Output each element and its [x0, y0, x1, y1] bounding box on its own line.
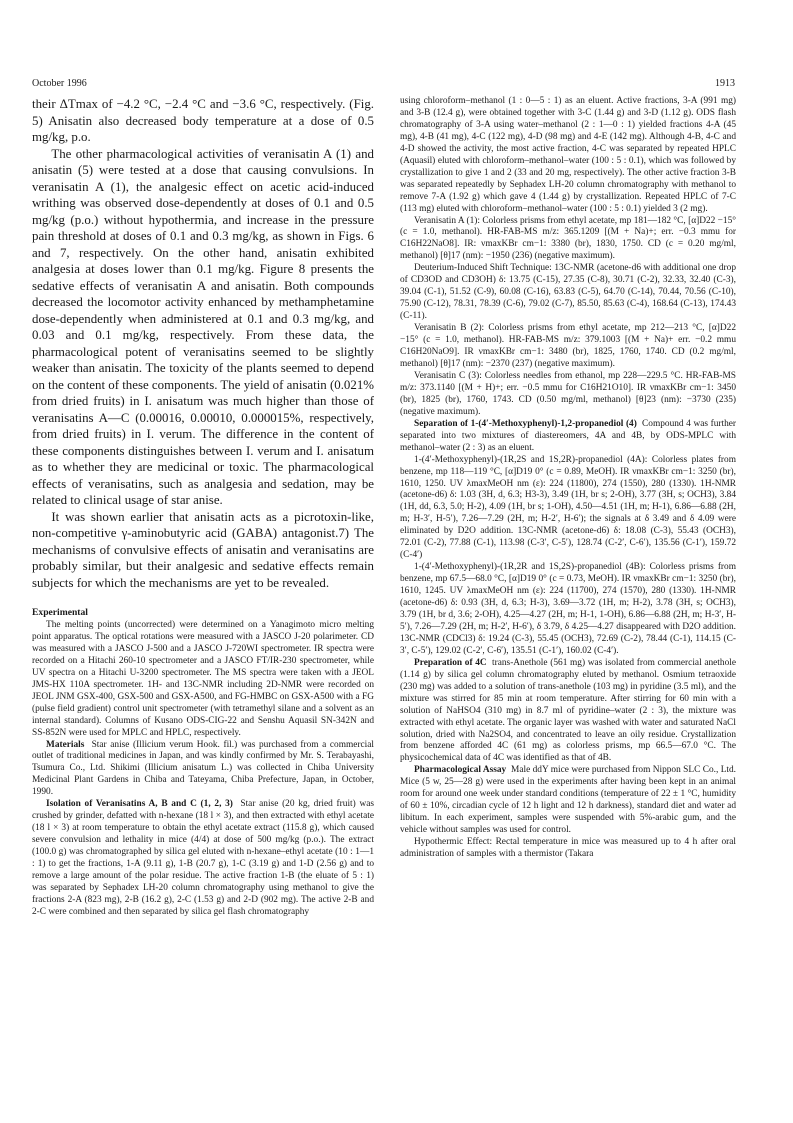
pharmacology-run-in-heading: Pharmacological Assay	[414, 765, 507, 776]
experimental-paragraph: The melting points (uncorrected) were determined on a Yanagimoto micro melting point apparatus. The optical rotations were measured with a JASCO J-20 polarimeter. CD was measured with a JASCO J-500 and a JASCO J-720WI spectrometer. IR spectra were recorded on a Hitachi 260-10 spectrometer and a JASCO FT/IR-230 spectrometer, while UV spectra on a Hitachi U-3200 spectrometer. The MS spectra were taken with a JEOL JMS-HX 110A spectrometer. 1H- and 13C-NMR including 2D-NMR were recorded on JEOL JNM GSX-400, GSX-500 and GSX-A500, and FG-HMBC on GSX-A500 with a FG (pulse field gradient) control unit spectrometer (with tetramethyl silane and a solvent as an internal standard). Columns of Kusano ODS-CIG-22 and Senshu Aquasil SN-342N and SS-852N were used for MPLC and HPLC, respectively.	[32, 620, 374, 738]
running-header-date: October 1996	[32, 78, 87, 89]
isolation-run-in-heading: Isolation of Veranisatins A, B and C (1, 2, 3)	[46, 799, 233, 810]
isolation-paragraph	[32, 799, 374, 919]
body-paragraph: their ΔTmax of −4.2 °C, −2.4 °C and −3.6 °C, respectively. (Fig. 5) Anisatin also decreased body temperature at a dose of 0.5 mg/kg, p.o.	[32, 97, 374, 144]
compound-data-veranisatin-a: Veranisatin A (1): Colorless prisms from ethyl acetate, mp 181—182 °C, [α]D22 −15° (c = 1.0, methanol). HR-FAB-MS m/z: 365.1209 [(M + Na)+; err. −0.3 mmu for C16H22NaO8]. IR: νmaxKBr cm−1: 3380 (br), 1830, 1750. CD (c = 0.20 mg/ml, methanol) [θ]17 (nm): −1950 (236) (negative maximum).	[400, 215, 736, 262]
body-paragraph: The other pharmacological activities of veranisatin A (1) and anisatin (5) were tested at a dose that causing convulsions. In veranisatin A (1), the analgesic effect on acetic acid-induced writhing was observed dose-dependently at doses of 0.1 and 0.5 mg/kg (p.o.) without hypothermia, and increase in the pressure pain threshold at doses of 0.1 and 0.3 mg/kg, as shown in Figs. 6 and 7, respectively. On the other hand, anisatin exhibited analgesia at doses lower than 0.1 mg/kg. Figure 8 presents the sedative effects of veranisatin A and anisatin. Both compounds decreased the locomotor activity enhanced by methamphetamine dose-dependently when administered at 0.1 and 0.3 mg/kg, and 0.03 and 0.1 mg/kg, respectively. From these data, the pharmacological potent of veranisatins seemed to be slightly weaker than anisatin. The toxicity of the plants seemed to depend on the content of these components. The yield of anisatin (0.021% from dried fruits) in I. anisatum was much higher than those of veranisatins A—C (0.00016, 0.00010, 0.000015%, respectively, from dried fruits) in I. verum. The difference in the content of these components distinguishes between I. verum and I. anisatum as to whether they are medicinal or toxic. The pharmacological effects of veranisatins, such as analgesia and sedation, may be related to clinical usage of star anise.	[32, 146, 374, 507]
right-column	[400, 96, 736, 861]
compound-data-veranisatin-c: Veranisatin C (3): Colorless needles from ethanol, mp 228—229.5 °C. HR-FAB-MS m/z: 373.1140 [(M + H)+; err. −0.5 mmu for C16H21O10]. IR νmaxKBr cm−1: 3450 (br), 1825 (br), 1760, 1743. CD (0.50 mg/ml, methanol) [θ]23 (nm): −3730 (235) (negative maximum).	[400, 370, 736, 417]
materials-text: Star anise (Illicium verum Hook. fil.) was purchased from a commercial outlet of traditional medicines in Japan, and was kindly confirmed by Mr. S. Terabayashi, Tsumura Co., Ltd. Shikimi (Illicium anisatum L.) was collected in Chiba University Medicinal Plant Gardens in Chiba and Tateyama, Chiba Prefecture, Japan, in October, 1990.	[32, 739, 374, 798]
body-paragraph: using chloroform–methanol (1 : 0—5 : 1) as an eluent. Active fractions, 3-A (991 mg) and 3-B (12.4 g), were obtained together with 3-C (1.44 g) and 3-D (1.12 g). ODS flash chromatography of 3-A using water–methanol (2 : 1—0 : 1) yielded fractions 4-A (45 mg), 4-B (41 mg), 4-C (122 mg), 4-D (98 mg) and 4-E (142 mg). Although 4-B, 4-C and 4-D showed the activity, the most active fraction, 4-C was separated by repeated HPLC (Aquasil) eluted with chloroform–methanol–water (100 : 5 : 0.1), which was followed by crystallization to give 1 and 2 (33 and 20 mg, respectively). The other active fraction 3-B was separated repeatedly by Sephadex LH-20 column chromatography with methanol to remove 7-A (1.92 g) which gave 4 (1.44 g) by crystallization. Repeated HPLC of 7-C (113 mg) eluted with chloroform–methanol–water (100 : 5 : 0.1) yielded 3 (2 mg).	[400, 96, 736, 214]
experimental-text	[32, 620, 374, 919]
separation-paragraph	[400, 419, 736, 455]
preparation-text: trans-Anethole (561 mg) was isolated from commercial anethole (1.14 g) by silica gel column chromatography eluted by methanol. Osmium tetraoxide (230 mg) was added to a solution of trans-anethole (103 mg) in pyridine (3.5 ml), and the mixture was stirred for 85 min at room temperature. After stirring for 60 min with a solution of NaHSO4 (310 mg) in 8.7 ml of pyridine–water (2 : 3), the mixture was extracted with ethyl acetate. The organic layer was washed with water and saturated NaCl solution, dried with Na2SO4, and concentrated to leave an oily residue. Crystallization from benzene afforded 4C (61 mg) as colorless prisms, mp 66.5—67.0 °C. The physicochemical data of 4C was identified as that of 4B.	[400, 657, 736, 764]
compound-data-4b: 1-(4′-Methoxyphenyl)-(1R,2R and 1S,2S)-propanediol (4B): Colorless prisms from benzene, mp 67.5—68.0 °C, [α]D19 0° (c = 0.73, MeOH). IR νmaxKBr cm−1: 3250 (br), 1610, 1245. UV λmaxMeOH nm (ε): 224 (11700), 274 (1570), 280 (1330). 1H-NMR (acetone-d6) δ: 0.93 (3H, d, 6.3; H-3), 3.69—3.72 (1H, m; H-2), 3.78 (3H, s; OCH3), 3.79 (1H, br d, 3.6; 2-OH), 4.25—4.27 (2H, m; H-1, 1-OH), 6.86—6.88 (2H, m; H-3′, H-5′), 7.26—7.29 (2H, m; H-2′, H-6′), δ 3.79, δ 4.25—4.27 disappeared with D2O addition. 13C-NMR (CDCl3) δ: 19.24 (C-3), 55.45 (OCH3), 72.69 (C-2), 78.44 (C-1), 114.15 (C-3′, C-5′), 129.02 (C-2′, C-6′), 135.51 (C-1′), 160.02 (C-4′).	[400, 562, 736, 656]
pharmacology-paragraph	[400, 765, 736, 837]
experimental-heading: Experimental	[32, 607, 88, 618]
separation-run-in-heading: Separation of 1-(4′-Methoxyphenyl)-1,2-propanediol (4)	[414, 418, 637, 429]
pharmacology-text: Male ddY mice were purchased from Nippon SLC Co., Ltd. Mice (5 w, 25—28 g) were used in the experiments after having been kept in an animal room for around one week under standard conditions (temperature of 22 ± 1 °C, humidity of 60 ± 10%, circadian cycle of 12 h light and 12 h darkness), standard diet and water ad libitum. In each experiment, samples were suspended with 5%-arabic gum, and the vehicle without samples was used for control.	[400, 765, 736, 836]
separation-text: Compound 4 was further separated into two mixtures of diastereomers, 4A and 4B, by ODS-MPLC with methanol–water (2 : 3) as an eluent.	[400, 418, 736, 453]
hypothermic-paragraph: Hypothermic Effect: Rectal temperature in mice was measured up to 4 h after oral administration of samples with a thermistor (Takara	[400, 837, 736, 860]
body-text	[32, 96, 374, 591]
body-paragraph: It was shown earlier that anisatin acts as a picrotoxin-like, non-competitive γ-aminobutyric acid (GABA) antagonist.7) The mechanisms of convulsive effects of anisatin and veranisatins are probably similar, but their analgesic and sedative effects remain subjects for which the mechanisms are yet to be revealed.	[32, 509, 374, 590]
compound-data-4a: 1-(4′-Methoxyphenyl)-(1R,2S and 1S,2R)-propanediol (4A): Colorless plates from benzene, mp 118—119 °C, [α]D19 0° (c = 0.89, MeOH). IR νmaxKBr cm−1: 3250 (br), 1610, 1250. UV λmaxMeOH nm (ε): 224 (11800), 274 (1550), 280 (1330). 1H-NMR (acetone-d6) δ: 1.03 (3H, d, 6.3; H3-3), 3.49 (1H, br s; 2-OH), 3.77 (3H, s; OCH3), 3.84 (1H, dd, 6.3, 5.0; H-2), 4.09 (1H, br s; 1-OH), 4.50—4.51 (1H, m; H-1), 6.86—6.88 (2H, m; H-3′, H-5′), 7.26—7.29 (2H, m; H-2′, H-6′); the signals at δ 3.49 and δ 4.09 were eliminated by D2O addition. 13C-NMR (acetone-d6) δ: 18.08 (C-3), 55.43 (OCH3), 72.01 (C-2), 77.88 (C-1), 113.98 (C-3′, C-5′), 128.74 (C-2′, C-6′), 135.56 (C-1′), 159.72 (C-4′)	[400, 454, 736, 561]
preparation-run-in-heading: Preparation of 4C	[414, 657, 487, 668]
compound-data-veranisatin-b: Veranisatin B (2): Colorless prisms from ethyl acetate, mp 212—213 °C, [α]D22 −15° (c = 1.0, methanol). HR-FAB-MS m/z: 379.1003 [(M + Na)+ err. −0.2 mmu C16H20NaO9]. IR νmaxKBr cm−1: 3480 (br), 1825, 1760, 1740. CD (0.2 mg/ml, methanol) [θ]17 (nm): −2370 (237) (negative maximum).	[400, 323, 736, 369]
page-number: 1913	[715, 78, 735, 89]
materials-paragraph	[32, 740, 374, 800]
preparation-paragraph	[400, 658, 736, 766]
isolation-text: Star anise (20 kg, dried fruit) was crushed by grinder, defatted with n-hexane (18 l × 3), and then extracted with ethyl acetate (18 l × 3) at room temperature to obtain the ethyl acetate extract (115.8 g), which caused severe convulsion and lethality in mice (4/4) at dose of 500 mg/kg (p.o.). The extract (100.0 g) was chromatographed by silica gel eluted with n-hexane–ethyl acetate (10 : 1—1 : 1) to get the fractions, 1-A (9.11 g), 1-B (20.7 g), 1-C (3.19 g) and 1-D (2.56 g) and to remove a large amount of the polar residue. The active fraction 1-B (the eluate of 5 : 1) was separated by Sephadex LH-20 column chromatography using methanol to give the fractions 2-A (823 mg), 2-B (16.2 g), 2-C (1.53 g) and 2-D (902 mg). The active 2-B and 2-C were combined and then separated by silica gel flash chromatography	[32, 799, 374, 917]
deuterium-shift-data: Deuterium-Induced Shift Technique: 13C-NMR (acetone-d6 with additional one drop of CD3OD and CD3OH) δ: 13.75 (C-15), 27.35 (C-8), 30.71 (C-2), 32.33, 32.40 (C-3), 39.04 (C-1), 51.52 (C-9), 60.08 (C-16), 63.83 (C-5), 64.70 (C-14), 70.44, 70.56 (C-10), 75.90 (C-12), 78.31, 78.39 (C-6), 79.02 (C-7), 85.50, 85.63 (C-4), 168.64 (C-13), 174.43 (C-11).	[400, 263, 736, 322]
left-column	[32, 96, 374, 919]
materials-run-in-heading: Materials	[46, 739, 85, 750]
